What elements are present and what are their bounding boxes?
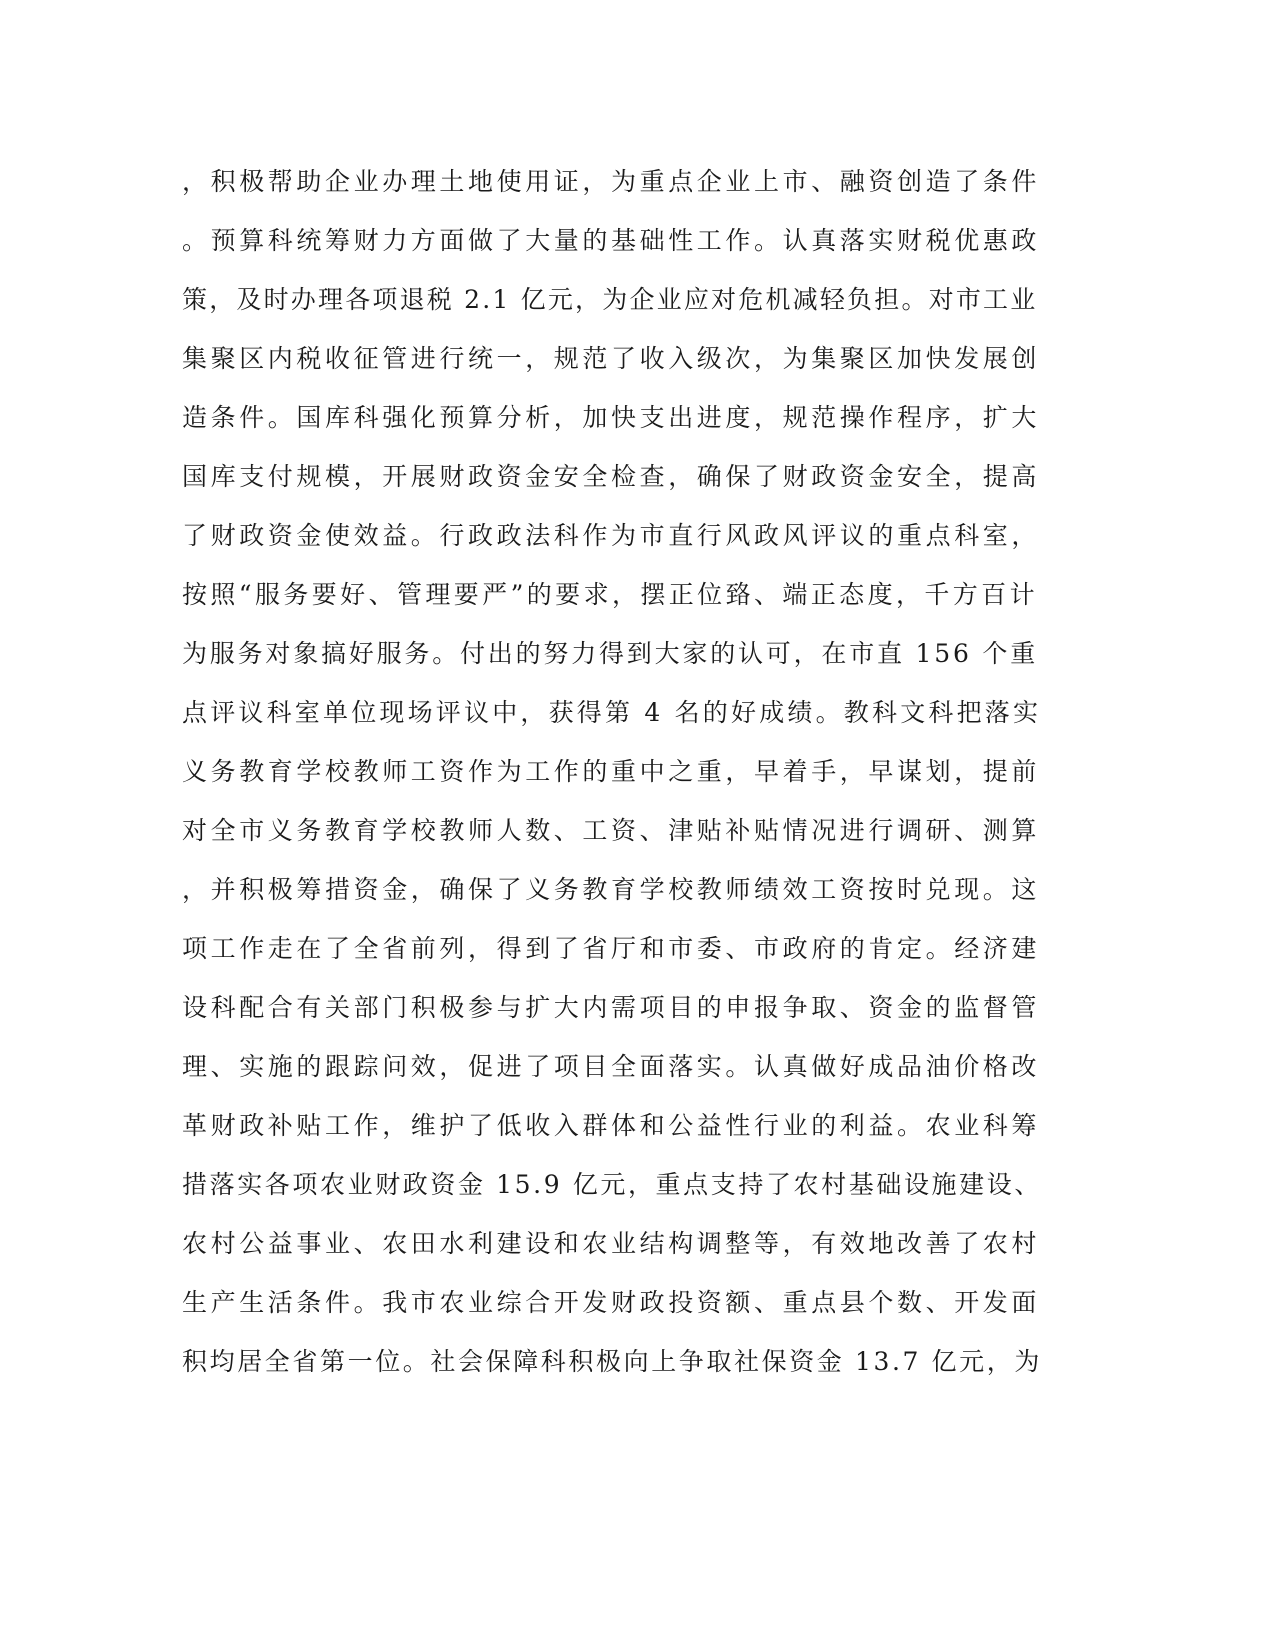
text-line: 革财政补贴工作，维护了低收入群体和公益性行业的利益。农业科筹: [182, 1111, 1041, 1140]
text-line: 积均居全省第一位。社会保障科积极向上争取社保资金 13.7 亿元，为: [182, 1347, 1042, 1376]
text-line: 理、实施的跟踪问效，促进了项目全面落实。认真做好成品油价格改: [182, 1052, 1041, 1081]
text-line: 设科配合有关部门积极参与扩大内需项目的申报争取、资金的监督管: [182, 993, 1041, 1022]
text-line: 点评议科室单位现场评议中，获得第 4 名的好成绩。教科文科把落实: [182, 698, 1042, 727]
text-line: 生产生活条件。我市农业综合开发财政投资额、重点县个数、开发面: [182, 1288, 1041, 1317]
text-line: ，积极帮助企业办理土地使用证，为重点企业上市、融资创造了条件: [182, 167, 1041, 196]
text-line: 对全市义务教育学校教师人数、工资、津贴补贴情况进行调研、测算: [182, 816, 1041, 845]
text-line: 按照“服务要好、管理要严”的要求，摆正位臵、端正态度，千方百计: [182, 580, 1038, 609]
text-line: 义务教育学校教师工资作为工作的重中之重，早着手，早谋划，提前: [182, 757, 1041, 786]
text-line: ，并积极筹措资金，确保了义务教育学校教师绩效工资按时兑现。这: [182, 875, 1041, 904]
text-line: 措落实各项农业财政资金 15.9 亿元，重点支持了农村基础设施建设、: [182, 1170, 1042, 1199]
text-line: 国库支付规模，开展财政资金安全检查，确保了财政资金安全，提高: [182, 462, 1041, 491]
text-line: 。预算科统筹财力方面做了大量的基础性工作。认真落实财税优惠政: [182, 226, 1041, 255]
text-line: 农村公益事业、农田水利建设和农业结构调整等，有效地改善了农村: [182, 1229, 1041, 1258]
body-paragraph: [182, 160, 1042, 1399]
text-line: 集聚区内税收征管进行统一，规范了收入级次，为集聚区加快发展创: [182, 344, 1041, 373]
text-line: 策，及时办理各项退税 2.1 亿元，为企业应对危机减轻负担。对市工业: [182, 285, 1038, 314]
text-line: 造条件。国库科强化预算分析，加快支出进度，规范操作程序，扩大: [182, 403, 1041, 432]
text-line: 为服务对象搞好服务。付出的努力得到大家的认可，在市直 156 个重: [182, 639, 1039, 668]
text-line: 项工作走在了全省前列，得到了省厅和市委、市政府的肯定。经济建: [182, 934, 1041, 963]
text-line: 了财政资金使效益。行政政法科作为市直行风政风评议的重点科室，: [182, 521, 1041, 550]
